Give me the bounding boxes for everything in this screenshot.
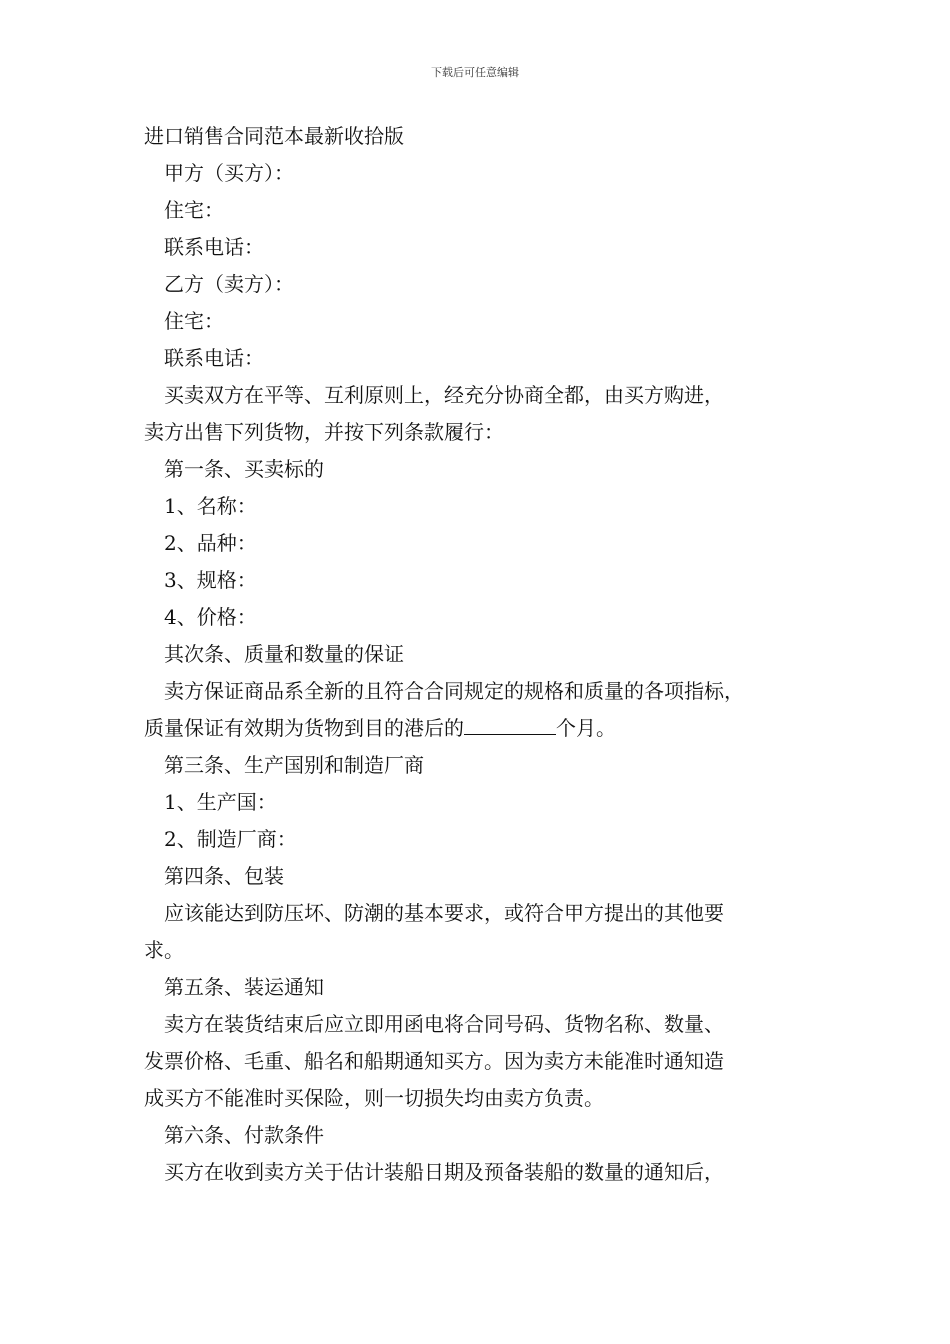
party-a-label: 甲方（买方）： [164, 161, 294, 185]
fill-in-blank [464, 712, 556, 735]
article-2-text: 质量保证有效期为货物到目的港后的 [144, 716, 464, 740]
article-4-line: 求。 [144, 938, 184, 962]
article-4-heading: 第四条、包装 [164, 864, 284, 888]
article-2-line: 卖方保证商品系全新的且符合合同规定的规格和质量的各项指标， [164, 679, 744, 703]
article-1-heading: 第一条、买卖标的 [164, 457, 324, 481]
article-2-line [144, 710, 834, 747]
article-5-heading: 第五条、装运通知 [164, 975, 324, 999]
article-4-line: 应该能达到防压坏、防潮的基本要求，或符合甲方提出的其他要 [164, 901, 724, 925]
article-1-item: 4、价格： [164, 605, 257, 629]
intro-paragraph-line: 买卖双方在平等、互利原则上，经充分协商全都，由买方购进， [164, 383, 724, 407]
page-header-note: 下载后可任意编辑 [431, 66, 519, 79]
article-5-line: 成买方不能准时买保险，则一切损失均由卖方负责。 [144, 1086, 604, 1110]
article-2-heading: 其次条、质量和数量的保证 [164, 642, 404, 666]
party-a-address: 住宅： [164, 198, 224, 222]
article-3-item: 1、生产国： [164, 790, 277, 814]
article-1-item: 3、规格： [164, 568, 257, 592]
article-3-item: 2、制造厂商： [164, 827, 297, 851]
party-b-address: 住宅： [164, 309, 224, 333]
article-5-line: 发票价格、毛重、船名和船期通知买方。因为卖方未能准时通知造 [144, 1049, 724, 1073]
article-1-item: 1、名称： [164, 494, 257, 518]
party-b-phone: 联系电话： [164, 346, 264, 370]
article-6-heading: 第六条、付款条件 [164, 1123, 324, 1147]
article-6-line: 买方在收到卖方关于估计装船日期及预备装船的数量的通知后， [164, 1160, 724, 1184]
contract-body [144, 118, 834, 1191]
article-3-heading: 第三条、生产国别和制造厂商 [164, 753, 424, 777]
article-5-line: 卖方在装货结束后应立即用函电将合同号码、货物名称、数量、 [164, 1012, 724, 1036]
party-b-label: 乙方（卖方）： [164, 272, 294, 296]
document-title: 进口销售合同范本最新收拾版 [144, 124, 404, 148]
article-1-item: 2、品种： [164, 531, 257, 555]
intro-paragraph-line: 卖方出售下列货物，并按下列条款履行： [144, 420, 504, 444]
article-2-text: 个月。 [556, 716, 616, 740]
party-a-phone: 联系电话： [164, 235, 264, 259]
